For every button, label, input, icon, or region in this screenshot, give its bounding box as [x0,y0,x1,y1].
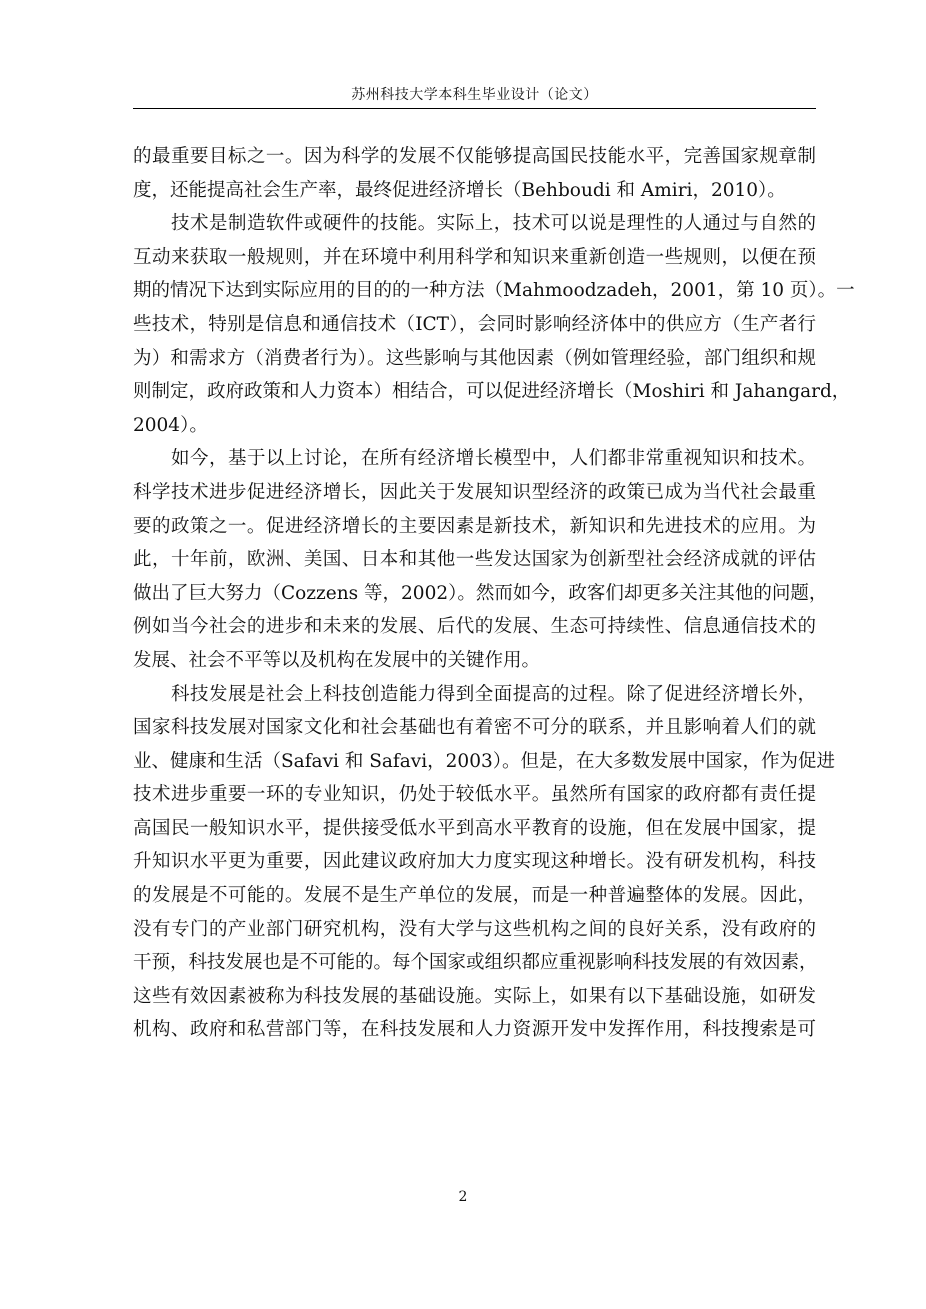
text-line: 则制定，政府政策和人力资本）相结合，可以促进经济增长（Moshiri 和 Jahangard， [133,381,851,403]
text-line: 这些有效因素被称为科技发展的基础设施。实际上，如果有以下基础设施，如研发 [133,985,816,1007]
text-line: 做出了巨大努力（Cozzens 等，2002）。然而如今，政客们却更多关注其他的问题， [133,582,828,604]
text-line: 机构、政府和私营部门等，在科技发展和人力资源开发中发挥作用，科技搜索是可 [133,1019,816,1041]
paragraph-first-line: 科技发展是社会上科技创造能力得到全面提高的过程。除了促进经济增长外， [171,683,816,705]
text-line: 度，还能提高社会生产率，最终促进经济增长（Behboudi 和 Amiri，2010）。 [133,179,786,201]
text-line: 期的情况下达到实际应用的目的的一种方法（Mahmoodzadeh，2001，第 10 页）。一 [133,280,855,302]
text-line: 例如当今社会的进步和未来的发展、后代的发展、生态可持续性、信息通信技术的 [133,616,816,638]
text-line: 业、健康和生活（Safavi 和 Safavi，2003）。但是，在大多数发展中国家，作为促进 [133,750,835,772]
text-line: 升知识水平更为重要，因此建议政府加大力度实现这种增长。没有研发机构，科技 [133,851,816,873]
text-line: 的最重要目标之一。因为科学的发展不仅能够提高国民技能水平，完善国家规章制 [133,146,816,167]
paragraph-first-line: 技术是制造软件或硬件的技能。实际上，技术可以说是理性的人通过与自然的 [171,213,816,235]
text-line: 此，十年前，欧洲、美国、日本和其他一些发达国家为创新型社会经济成就的评估 [133,549,816,571]
text-line: 没有专门的产业部门研究机构，没有大学与这些机构之间的良好关系，没有政府的 [133,918,816,940]
text-line: 些技术，特别是信息和通信技术（ICT），会同时影响经济体中的供应方（生产者行 [133,313,816,335]
text-line: 科学技术进步促进经济增长，因此关于发展知识型经济的政策已成为当代社会最重 [133,481,816,503]
running-header: 苏州科技大学本科生毕业设计（论文） [351,87,598,103]
body-text [133,140,855,1047]
text-line: 发展、社会不平等以及机构在发展中的关键作用。 [133,649,541,671]
text-line: 干预，科技发展也是不可能的。每个国家或组织都应重视影响科技发展的有效因素， [133,952,818,974]
text-line: 技术进步重要一环的专业知识，仍处于较低水平。虽然所有国家的政府都有责任提 [133,784,816,806]
text-line: 要的政策之一。促进经济增长的主要因素是新技术，新知识和先进技术的应用。为 [133,515,816,537]
header-rule [133,108,816,109]
page-number: 2 [458,1189,468,1205]
text-line: 为）和需求方（消费者行为）。这些影响与其他因素（例如管理经验，部门组织和规 [133,347,816,369]
text-line: 国家科技发展对国家文化和社会基础也有着密不可分的联系，并且影响着人们的就 [133,717,816,739]
text-line: 高国民一般知识水平，提供接受低水平到高水平教育的设施，但在发展中国家，提 [133,817,816,839]
text-line: 互动来获取一般规则，并在环境中利用科学和知识来重新创造一些规则，以便在预 [133,246,816,268]
paragraph-first-line: 如今，基于以上讨论，在所有经济增长模型中，人们都非常重视知识和技术。 [171,448,816,470]
text-line: 的发展是不可能的。发展不是生产单位的发展，而是一种普遍整体的发展。因此， [133,885,816,907]
text-line: 2004）。 [133,414,208,436]
